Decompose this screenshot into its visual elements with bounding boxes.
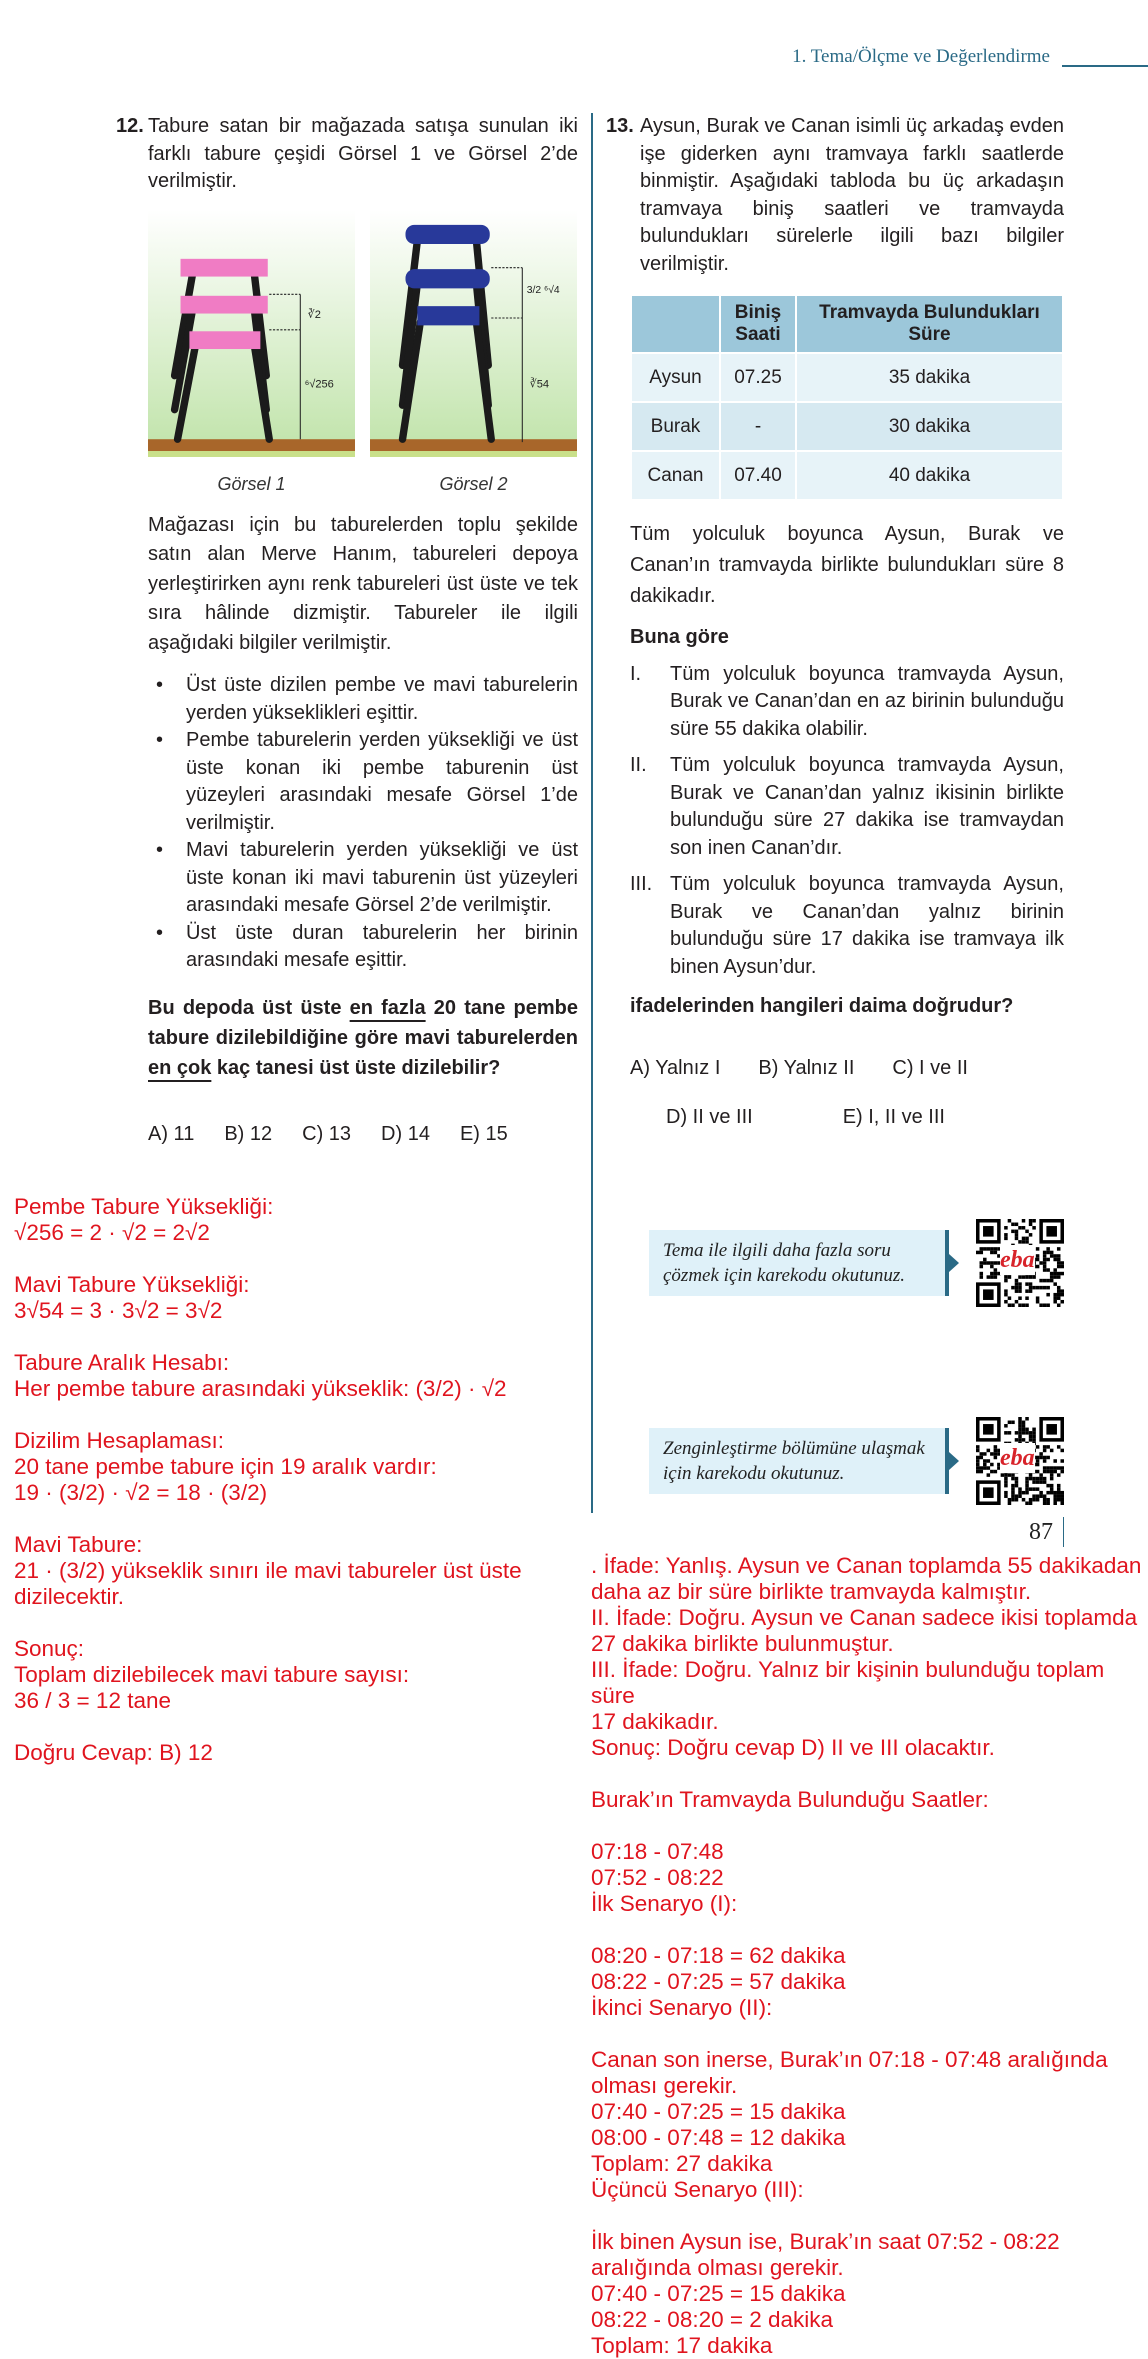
table-cell: Burak [632, 403, 719, 450]
qr-row-2 [649, 1417, 1148, 1505]
figure-1-pink-stools [148, 210, 355, 457]
page-number: 87 [1029, 1518, 1053, 1545]
solution-line: Her pembe tabure arasındaki yükseklik: (3/2) · √2 [14, 1375, 507, 1401]
question-13-options-row-2 [666, 1106, 1064, 1129]
question-13-options-row-1 [630, 1057, 1064, 1080]
solution-line: 08:00 - 07:48 = 12 dakika [591, 2124, 846, 2150]
solution-line: 07:52 - 08:22 [591, 1864, 724, 1890]
solution-line: 20 tane pembe tabure için 19 aralık vardır: [14, 1453, 437, 1479]
solution-line: İlk Senaryo (I): [591, 1890, 738, 1916]
eba-logo: eba [1000, 1246, 1035, 1273]
solution-line: II. İfade: Doğru. Aysun ve Canan sadece ikisi toplamda [591, 1604, 1138, 1630]
solution-line: 3√54 = 3 · 3√2 = 3√2 [14, 1297, 223, 1323]
arrow-right-icon [949, 1254, 959, 1272]
solution-line [591, 2021, 1146, 2047]
solution-line: İkinci Senaryo (II): [591, 1994, 773, 2020]
right-column [591, 113, 1148, 2359]
blue-seat [405, 269, 489, 288]
solution-line: İlk binen Aysun ise, Burak’ın saat 07:52 - 08:22 [591, 2228, 1060, 2254]
qr-code-2[interactable] [976, 1417, 1064, 1505]
question-13-prompt: ifadelerinden hangileri daima doğrudur? [630, 995, 1014, 1017]
solution-line [14, 1324, 579, 1350]
table-row [632, 452, 1062, 499]
pink-seat [189, 331, 260, 349]
table-cell: 40 dakika [797, 452, 1062, 499]
table-row [632, 354, 1062, 401]
statement-3: III. Tüm yolculuk boyunca tramvayda Aysun, Burak ve Canan’dan yalnız birinin bulunduğu süre 17 dakika ise tramvaya ilk binen Aysun’dur. [630, 873, 1064, 978]
solution-line [14, 1402, 579, 1428]
bullet-item: • Mavi taburelerin yerden yüksekliği ve üst üste konan iki mavi taburenin üst yüzeyleri arasındaki mesafe Görsel 2’de verilmiştir. [148, 837, 578, 920]
question-12-prompt: Bu depoda üst üste en fazla 20 tane pembe tabure dizilebildiğine göre mavi taburelerden en çok kaç tanesi üst üste dizilebilir? [148, 996, 578, 1079]
solution-line [591, 2203, 1146, 2229]
option-b[interactable]: B) Yalnız II [758, 1056, 855, 1079]
question-13 [591, 113, 1148, 1513]
statement-2: II. Tüm yolculuk boyunca tramvayda Aysun, Burak ve Canan’dan yalnız ikisinin birlikte bulunduğu süre 27 dakika ise tramvaydan son inen Canan’dır. [630, 754, 1064, 859]
solution-line: Sonuç: Doğru cevap D) II ve III olacaktır. [591, 1734, 995, 1760]
solution-line: Mavi Tabure Yüksekliği: [14, 1271, 250, 1297]
bullet-item: • Pembe taburelerin yerden yüksekliği ve üst üste konan iki pembe taburenin üst yüzeyleri arasındaki mesafe Görsel 1’de verilmiştir. [148, 727, 578, 837]
option-e[interactable]: E) 15 [459, 1122, 508, 1145]
height-label: ⁶√256 [304, 377, 334, 390]
height-label: ∛54 [529, 377, 550, 390]
solution-line: Tabure Aralık Hesabı: [14, 1349, 230, 1375]
solution-line [591, 1761, 1146, 1787]
qr-info-box-2: Zenginleştirme bölümüne ulaşmak için karekodu okutunuz. [649, 1428, 949, 1494]
table-header: Tramvayda Bulundukları Süre [797, 296, 1062, 352]
option-d[interactable]: D) II ve III [666, 1105, 753, 1128]
solution-line: 17 dakikadır. [591, 1708, 719, 1734]
pink-seat [181, 295, 268, 313]
option-b[interactable]: B) 12 [224, 1122, 273, 1145]
solution-line: Dizilim Hesaplaması: [14, 1427, 225, 1453]
table-header-row [632, 296, 1062, 352]
eba-logo: eba [1000, 1444, 1035, 1471]
table-header: Biniş Saati [721, 296, 795, 352]
question-13-lead: Buna göre [630, 626, 729, 648]
solution-line [14, 1506, 579, 1532]
page-number-rule [1063, 1517, 1064, 1547]
option-e[interactable]: E) I, II ve III [842, 1105, 945, 1128]
qr-row-1 [649, 1219, 1148, 1307]
solution-line: 27 dakika birlikte bulunmuştur. [591, 1630, 894, 1656]
option-a[interactable]: A) 11 [148, 1122, 195, 1145]
solution-line: 21 · (3/2) yükseklik sınırı ile mavi tabureler üst üste [14, 1557, 522, 1583]
table-cell: 07.25 [721, 354, 795, 401]
question-12-paragraph: Mağazası için bu taburelerden toplu şekilde satın alan Merve Hanım, tabureleri depoya yerleştirirken aynı renk tabureleri üst üste ve tek sıra hâlinde dizmiştir. Tabureler ile ilgili aşağıdaki bilgiler verilmiştir. [148, 513, 578, 654]
table-cell: 30 dakika [797, 403, 1062, 450]
question-12-intro: Tabure satan bir mağazada satışa sunulan iki farklı tabure çeşidi Görsel 1 ve Görsel 2’de verilmiştir. [148, 115, 578, 192]
figures [148, 210, 578, 495]
solution-q12 [14, 1194, 579, 1766]
statement-1: I. Tüm yolculuk boyunca tramvayda Aysun, Burak ve Canan’dan en az birinin bulunduğu süre 55 dakika olabilir. [630, 662, 1064, 740]
bullet-item: • Üst üste duran taburelerin her birinin arasındaki mesafe eşittir. [148, 920, 578, 975]
solution-line: . İfade: Yanlış. Aysun ve Canan toplamda 55 dakikadan [591, 1552, 1142, 1578]
solution-line: 08:22 - 08:20 = 2 dakika [591, 2306, 834, 2332]
table-header [632, 296, 719, 352]
solution-line: daha az bir süre birlikte tramvayda kalmıştır. [591, 1578, 1032, 1604]
solution-line: Canan son inerse, Burak’ın 07:18 - 07:48 aralığında [591, 2046, 1108, 2072]
solution-line: Doğru Cevap: B) 12 [14, 1739, 213, 1765]
solution-line: aralığında olması gerekir. [591, 2254, 844, 2280]
gap-label: ∛2 [307, 308, 321, 321]
bullet-item: • Üst üste dizilen pembe ve mavi taburelerin yerden yükseklikleri eşittir. [148, 672, 578, 727]
chapter-header: 1. Tema/Ölçme ve Değerlendirme [792, 46, 1050, 67]
option-d[interactable]: D) 14 [381, 1122, 430, 1145]
gap-label: 3/2 ⁶√4 [526, 284, 560, 296]
qr-info-box-1: Tema ile ilgili daha fazla soru çözmek için karekodu okutunuz. [649, 1230, 949, 1296]
question-13-number: 13. [606, 115, 634, 137]
solution-line: 19 · (3/2) · √2 = 18 · (3/2) [14, 1479, 268, 1505]
solution-line: Pembe Tabure Yüksekliği: [14, 1193, 274, 1219]
pink-seat [181, 258, 268, 276]
solution-line: Mavi Tabure: [14, 1531, 143, 1557]
table-cell: Canan [632, 452, 719, 499]
question-13-intro: Aysun, Burak ve Canan isimli üç arkadaş evden işe giderken aynı tramvaya farklı saatlerde binmiştir. Aşağıdaki tabloda bu üç arkadaşın tramvaya biniş saatleri ve tramvayda bulundukları sürelerle ilgili bazı bilgiler verilmiştir. [640, 115, 1064, 275]
qr-code-1[interactable] [976, 1219, 1064, 1307]
question-13-paragraph: Tüm yolculuk boyunca Aysun, Burak ve Canan’ın tramvayda birlikte bulundukları süre 8 dakikadır. [630, 523, 1064, 607]
question-12-options [148, 1123, 578, 1146]
solution-line [591, 1813, 1146, 1839]
option-c[interactable]: C) 13 [302, 1122, 352, 1145]
arrow-right-icon [949, 1452, 959, 1470]
solution-line: olması gerekir. [591, 2072, 738, 2098]
table-row [632, 403, 1062, 450]
solution-line: dizilecektir. [14, 1583, 125, 1609]
option-c[interactable]: C) I ve II [892, 1056, 968, 1079]
question-12-number: 12. [116, 115, 144, 137]
figure-2-blue-stools [370, 210, 577, 457]
solution-line [14, 1714, 579, 1740]
solution-line [14, 1246, 579, 1272]
solution-line [14, 1610, 579, 1636]
option-a[interactable]: A) Yalnız I [630, 1056, 721, 1079]
header-rule [1062, 65, 1148, 67]
solution-line: Toplam dizilebilecek mavi tabure sayısı: [14, 1661, 410, 1687]
table-cell: 07.40 [721, 452, 795, 499]
solution-line: 07:18 - 07:48 [591, 1838, 724, 1864]
solution-q13 [591, 1553, 1146, 2359]
page-footer [591, 1517, 1148, 1547]
solution-line: Toplam: 17 dakika [591, 2332, 773, 2358]
solution-line: 08:22 - 07:25 = 57 dakika [591, 1968, 846, 1994]
solution-line: Sonuç: [14, 1635, 85, 1661]
solution-line: Toplam: 27 dakika [591, 2150, 773, 2176]
solution-line: 07:40 - 07:25 = 15 dakika [591, 2280, 846, 2306]
question-12-bullets [148, 672, 578, 975]
boarding-table [630, 294, 1064, 501]
table-cell: 35 dakika [797, 354, 1062, 401]
figure-1-caption: Görsel 1 [217, 473, 286, 494]
solution-line: Üçüncü Senaryo (III): [591, 2176, 804, 2202]
left-column [0, 113, 585, 1766]
blue-seat [405, 224, 489, 243]
solution-line: Burak’ın Tramvayda Bulunduğu Saatler: [591, 1786, 989, 1812]
solution-line [591, 1917, 1146, 1943]
solution-line: 36 / 3 = 12 tane [14, 1687, 172, 1713]
solution-line: III. İfade: Doğru. Yalnız bir kişinin bulunduğu toplam süre [591, 1656, 1105, 1708]
figure-2-caption: Görsel 2 [439, 473, 508, 494]
solution-line: 08:20 - 07:18 = 62 dakika [591, 1942, 846, 1968]
table-cell: Aysun [632, 354, 719, 401]
solution-line: 07:40 - 07:25 = 15 dakika [591, 2098, 846, 2124]
table-cell: - [721, 403, 795, 450]
blue-seat [417, 306, 479, 325]
solution-line: √256 = 2 · √2 = 2√2 [14, 1219, 210, 1245]
question-12 [116, 113, 578, 1146]
